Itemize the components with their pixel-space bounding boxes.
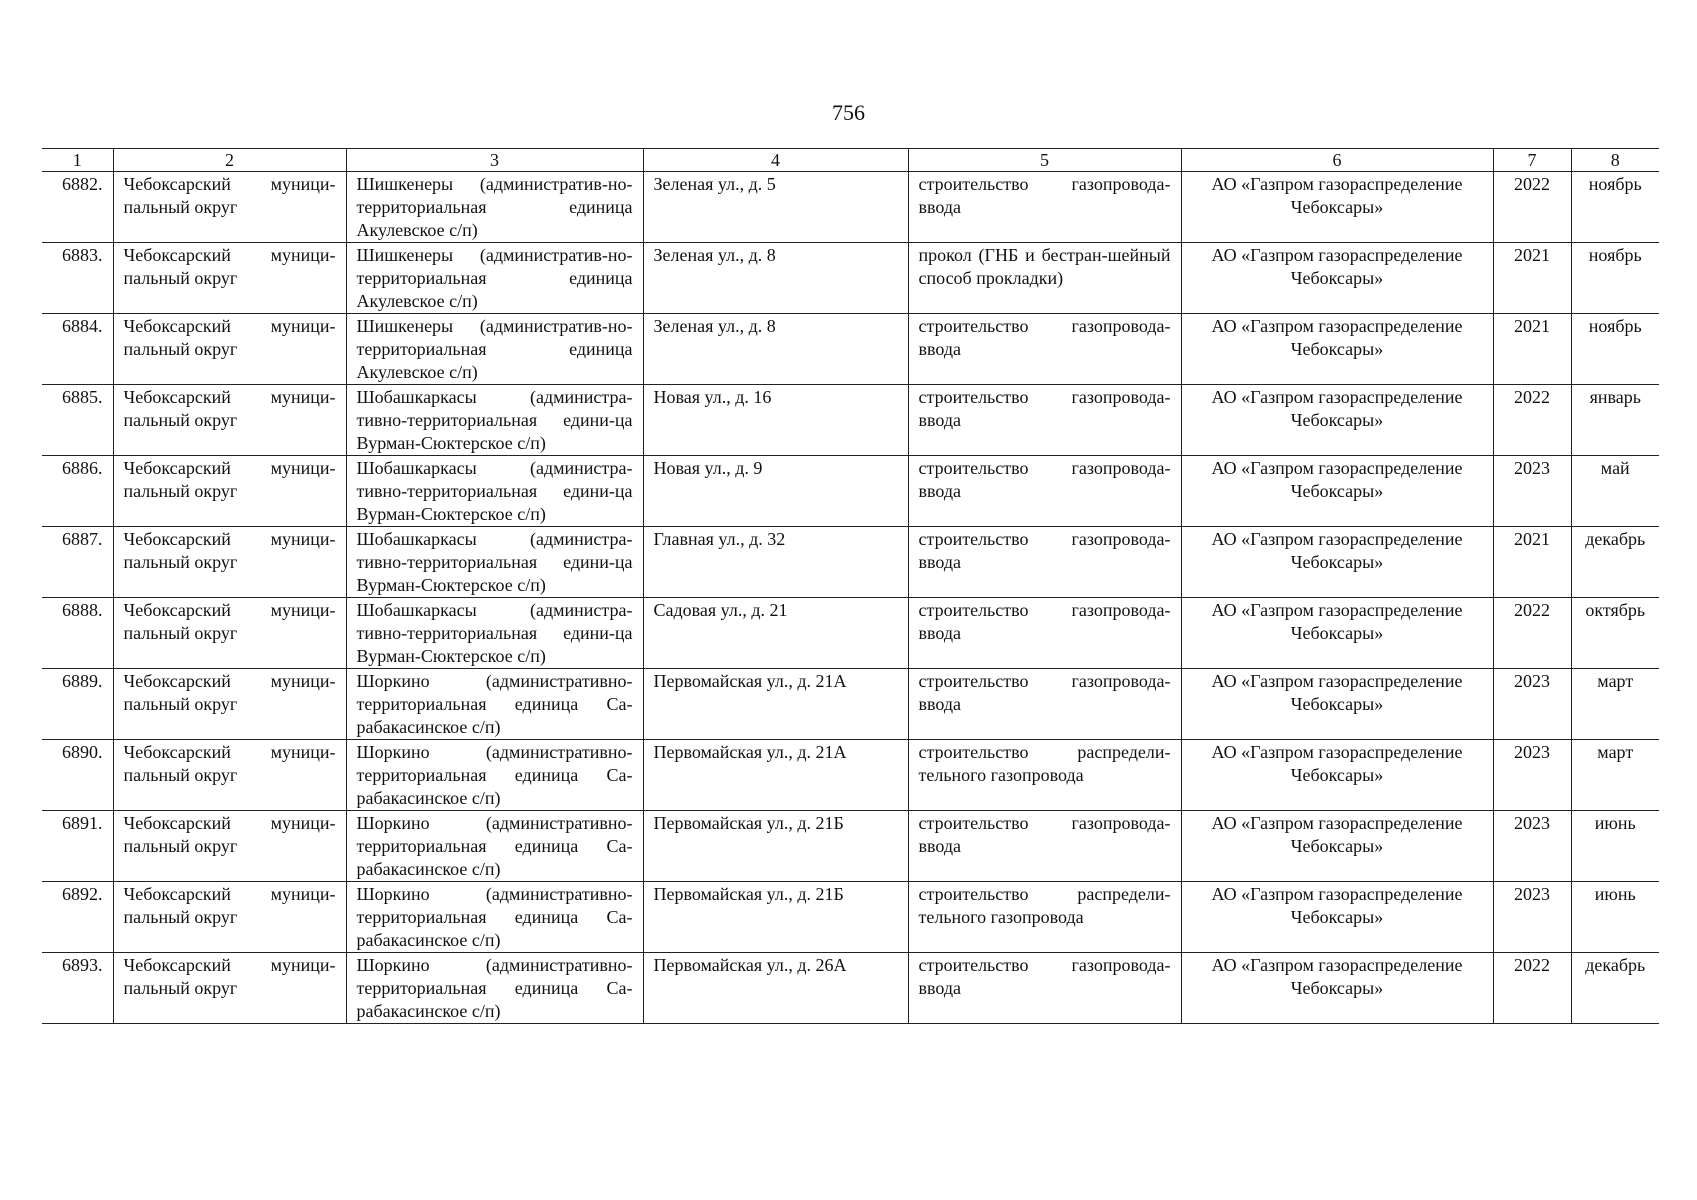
row-number: 6884.: [42, 314, 113, 385]
settlement-cell: Шобашкаркасы (администра-тивно-территориальная едини-ца Вурман-Сюктерское с/п): [346, 456, 643, 527]
work-type-cell: строительство газопровода-ввода: [908, 811, 1181, 882]
row-number: 6886.: [42, 456, 113, 527]
organization-cell: АО «Газпром газораспределение Чебоксары»: [1181, 314, 1493, 385]
column-header: 7: [1493, 149, 1571, 172]
year-cell: 2023: [1493, 811, 1571, 882]
row-number: 6889.: [42, 669, 113, 740]
year-cell: 2021: [1493, 243, 1571, 314]
settlement-cell: Шишкенеры (административ-но-территориальная единица Акулевское с/п): [346, 172, 643, 243]
year-cell: 2022: [1493, 598, 1571, 669]
address-cell: Зеленая ул., д. 8: [643, 243, 908, 314]
year-cell: 2022: [1493, 385, 1571, 456]
settlement-cell: Шоркино (административно-территориальная единица Са-рабакасинское с/п): [346, 669, 643, 740]
month-cell: июнь: [1571, 811, 1659, 882]
year-cell: 2022: [1493, 172, 1571, 243]
month-cell: ноябрь: [1571, 314, 1659, 385]
table-header-row: [42, 149, 1659, 172]
settlement-cell: Шишкенеры (административ-но-территориальная единица Акулевское с/п): [346, 314, 643, 385]
row-number: 6888.: [42, 598, 113, 669]
district-cell: Чебоксарский муници-пальный округ: [113, 314, 346, 385]
work-type-cell: строительство газопровода-ввода: [908, 669, 1181, 740]
year-cell: 2023: [1493, 882, 1571, 953]
organization-cell: АО «Газпром газораспределение Чебоксары»: [1181, 953, 1493, 1024]
settlement-cell: Шишкенеры (административ-но-территориальная единица Акулевское с/п): [346, 243, 643, 314]
table-row: [42, 598, 1659, 669]
month-cell: март: [1571, 740, 1659, 811]
organization-cell: АО «Газпром газораспределение Чебоксары»: [1181, 527, 1493, 598]
work-type-cell: строительство распредели-тельного газопровода: [908, 882, 1181, 953]
column-header: 4: [643, 149, 908, 172]
table-row: [42, 456, 1659, 527]
district-cell: Чебоксарский муници-пальный округ: [113, 811, 346, 882]
district-cell: Чебоксарский муници-пальный округ: [113, 740, 346, 811]
settlement-cell: Шобашкаркасы (администра-тивно-территориальная едини-ца Вурман-Сюктерское с/п): [346, 385, 643, 456]
settlement-cell: Шоркино (административно-территориальная единица Са-рабакасинское с/п): [346, 953, 643, 1024]
month-cell: январь: [1571, 385, 1659, 456]
organization-cell: АО «Газпром газораспределение Чебоксары»: [1181, 740, 1493, 811]
month-cell: июнь: [1571, 882, 1659, 953]
table-row: [42, 385, 1659, 456]
work-type-cell: строительство газопровода-ввода: [908, 456, 1181, 527]
district-cell: Чебоксарский муници-пальный округ: [113, 456, 346, 527]
table-row: [42, 527, 1659, 598]
district-cell: Чебоксарский муници-пальный округ: [113, 172, 346, 243]
settlement-cell: Шоркино (административно-территориальная единица Са-рабакасинское с/п): [346, 811, 643, 882]
district-cell: Чебоксарский муници-пальный округ: [113, 385, 346, 456]
table-row: [42, 740, 1659, 811]
year-cell: 2023: [1493, 740, 1571, 811]
work-type-cell: строительство газопровода-ввода: [908, 172, 1181, 243]
address-cell: Первомайская ул., д. 21А: [643, 669, 908, 740]
address-cell: Зеленая ул., д. 8: [643, 314, 908, 385]
row-number: 6883.: [42, 243, 113, 314]
month-cell: март: [1571, 669, 1659, 740]
data-table: [42, 148, 1659, 1024]
table-row: [42, 953, 1659, 1024]
month-cell: декабрь: [1571, 527, 1659, 598]
row-number: 6882.: [42, 172, 113, 243]
table-row: [42, 243, 1659, 314]
column-header: 6: [1181, 149, 1493, 172]
settlement-cell: Шоркино (административно-территориальная единица Са-рабакасинское с/п): [346, 882, 643, 953]
organization-cell: АО «Газпром газораспределение Чебоксары»: [1181, 598, 1493, 669]
work-type-cell: строительство газопровода-ввода: [908, 527, 1181, 598]
district-cell: Чебоксарский муници-пальный округ: [113, 953, 346, 1024]
organization-cell: АО «Газпром газораспределение Чебоксары»: [1181, 456, 1493, 527]
settlement-cell: Шобашкаркасы (администра-тивно-территориальная едини-ца Вурман-Сюктерское с/п): [346, 527, 643, 598]
district-cell: Чебоксарский муници-пальный округ: [113, 669, 346, 740]
settlement-cell: Шобашкаркасы (администра-тивно-территориальная едини-ца Вурман-Сюктерское с/п): [346, 598, 643, 669]
column-header: 2: [113, 149, 346, 172]
table-row: [42, 172, 1659, 243]
work-type-cell: строительство газопровода-ввода: [908, 953, 1181, 1024]
column-header: 5: [908, 149, 1181, 172]
row-number: 6891.: [42, 811, 113, 882]
organization-cell: АО «Газпром газораспределение Чебоксары»: [1181, 811, 1493, 882]
year-cell: 2022: [1493, 953, 1571, 1024]
work-type-cell: строительство газопровода-ввода: [908, 314, 1181, 385]
organization-cell: АО «Газпром газораспределение Чебоксары»: [1181, 669, 1493, 740]
table-row: [42, 314, 1659, 385]
table-row: [42, 669, 1659, 740]
address-cell: Зеленая ул., д. 5: [643, 172, 908, 243]
month-cell: октябрь: [1571, 598, 1659, 669]
organization-cell: АО «Газпром газораспределение Чебоксары»: [1181, 172, 1493, 243]
address-cell: Главная ул., д. 32: [643, 527, 908, 598]
row-number: 6887.: [42, 527, 113, 598]
address-cell: Первомайская ул., д. 21А: [643, 740, 908, 811]
district-cell: Чебоксарский муници-пальный округ: [113, 527, 346, 598]
address-cell: Первомайская ул., д. 21Б: [643, 882, 908, 953]
row-number: 6892.: [42, 882, 113, 953]
month-cell: декабрь: [1571, 953, 1659, 1024]
row-number: 6893.: [42, 953, 113, 1024]
row-number: 6885.: [42, 385, 113, 456]
address-cell: Первомайская ул., д. 21Б: [643, 811, 908, 882]
organization-cell: АО «Газпром газораспределение Чебоксары»: [1181, 385, 1493, 456]
district-cell: Чебоксарский муници-пальный округ: [113, 243, 346, 314]
settlement-cell: Шоркино (административно-территориальная единица Са-рабакасинское с/п): [346, 740, 643, 811]
page-number: 756: [832, 100, 865, 125]
table-row: [42, 811, 1659, 882]
work-type-cell: строительство распредели-тельного газопровода: [908, 740, 1181, 811]
year-cell: 2021: [1493, 527, 1571, 598]
address-cell: Новая ул., д. 16: [643, 385, 908, 456]
month-cell: май: [1571, 456, 1659, 527]
table-row: [42, 882, 1659, 953]
organization-cell: АО «Газпром газораспределение Чебоксары»: [1181, 882, 1493, 953]
district-cell: Чебоксарский муници-пальный округ: [113, 882, 346, 953]
year-cell: 2021: [1493, 314, 1571, 385]
month-cell: ноябрь: [1571, 172, 1659, 243]
work-type-cell: строительство газопровода-ввода: [908, 385, 1181, 456]
column-header: 3: [346, 149, 643, 172]
row-number: 6890.: [42, 740, 113, 811]
organization-cell: АО «Газпром газораспределение Чебоксары»: [1181, 243, 1493, 314]
year-cell: 2023: [1493, 669, 1571, 740]
year-cell: 2023: [1493, 456, 1571, 527]
address-cell: Первомайская ул., д. 26А: [643, 953, 908, 1024]
work-type-cell: строительство газопровода-ввода: [908, 598, 1181, 669]
column-header: 1: [42, 149, 113, 172]
column-header: 8: [1571, 149, 1659, 172]
address-cell: Новая ул., д. 9: [643, 456, 908, 527]
district-cell: Чебоксарский муници-пальный округ: [113, 598, 346, 669]
address-cell: Садовая ул., д. 21: [643, 598, 908, 669]
month-cell: ноябрь: [1571, 243, 1659, 314]
work-type-cell: прокол (ГНБ и бестран-шейный способ прокладки): [908, 243, 1181, 314]
